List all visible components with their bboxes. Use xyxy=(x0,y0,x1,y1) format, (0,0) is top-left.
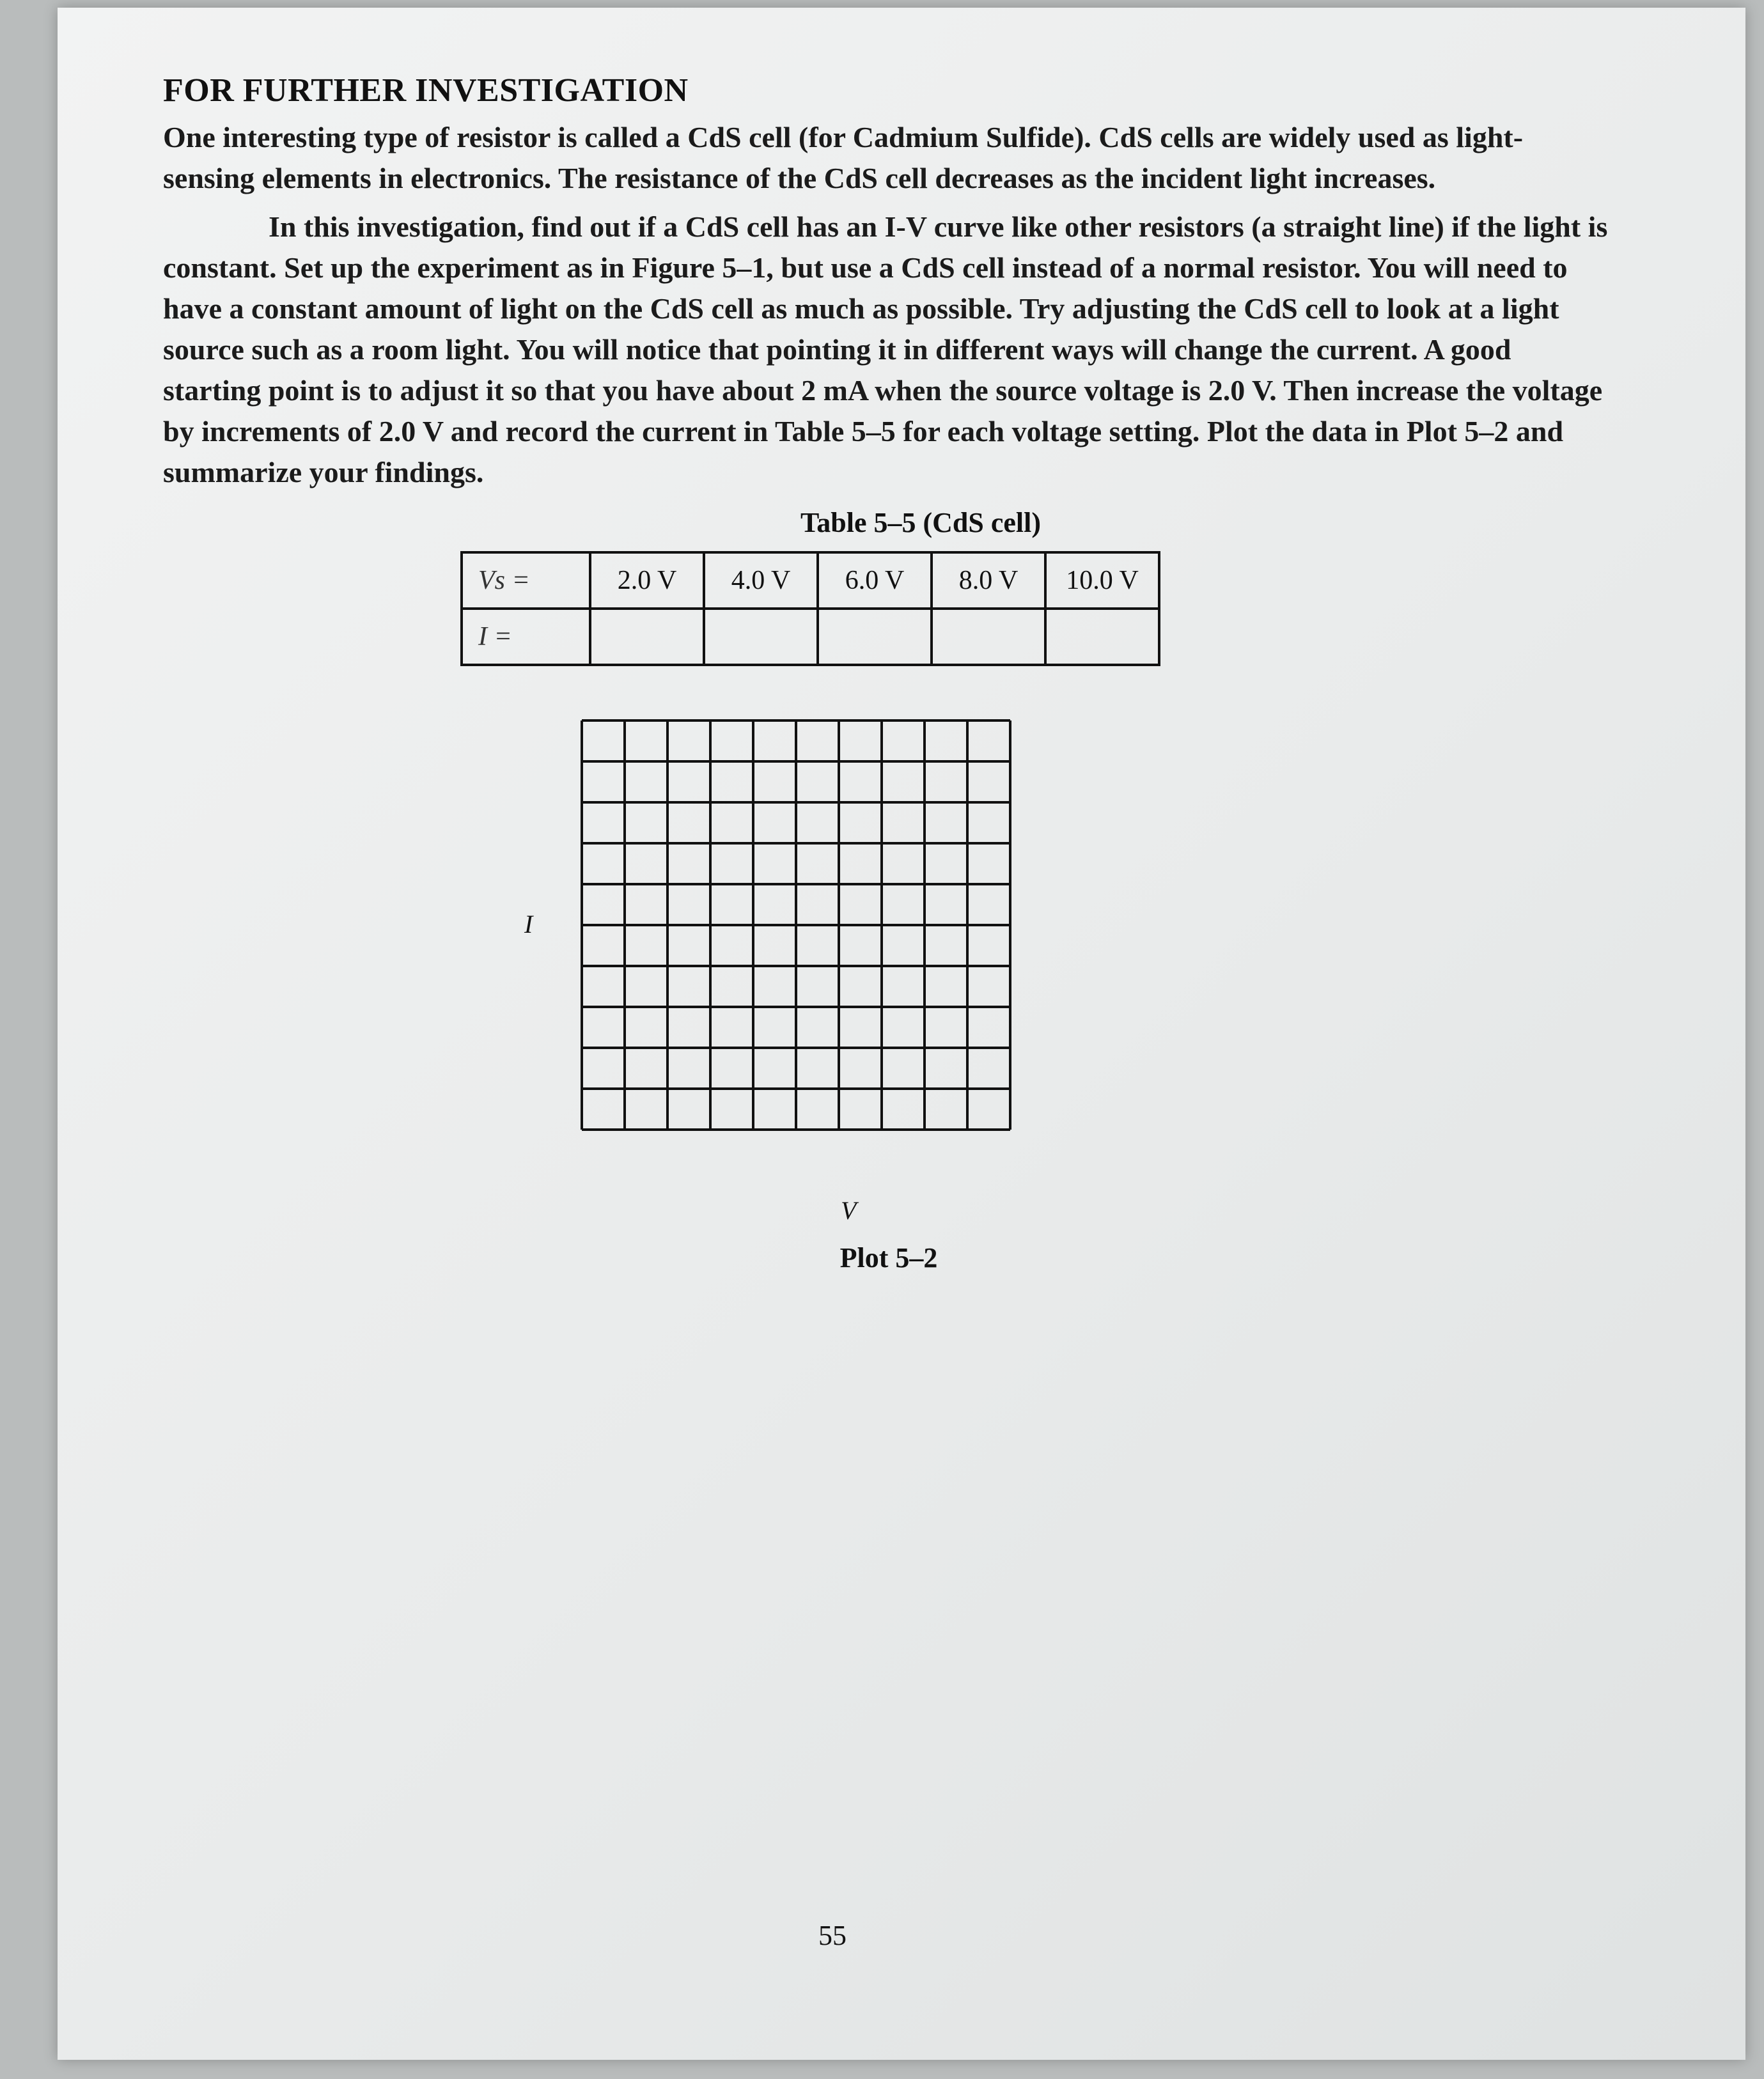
current-row xyxy=(462,609,1159,665)
voltage-cell: 4.0 V xyxy=(704,552,818,609)
intro-paragraph: One interesting type of resistor is called a CdS cell (for Cadmium Sulfide). CdS cells are widely used as light-sensing elements in electronics. The resistance of the CdS cell decreases as the incident light increases. xyxy=(163,121,1524,194)
voltage-cell: 8.0 V xyxy=(932,552,1045,609)
voltage-row-label: Vs = xyxy=(462,552,590,609)
instructions-paragraph: In this investigation, find out if a CdS cell has an I-V curve like other resistors (a straight line) if the light is constant. Set up the experiment as in Figure 5–1, but use a CdS cell instead of a normal resistor. You will need to have a constant amount of light on the CdS cell as much as possible. Try adjusting the CdS cell to look at a light source such as a room light. You will notice that pointing it in different ways will change the current. A good starting point is to adjust it so that you have about 2 mA when the source voltage is 2.0 V. Then increase the voltage by increments of 2.0 V and record the current in Table 5–5 for each voltage setting. Plot the data in Plot 5–2 and summarize your findings. xyxy=(163,210,1608,488)
cds-data-table xyxy=(460,551,1160,666)
current-cell xyxy=(932,609,1045,665)
section-heading: FOR FURTHER INVESTIGATION xyxy=(163,72,689,109)
plot-x-axis-label: V xyxy=(841,1196,857,1225)
current-row-label: I = xyxy=(462,609,590,665)
voltage-cell: 2.0 V xyxy=(590,552,704,609)
voltage-cell: 6.0 V xyxy=(818,552,932,609)
page-number: 55 xyxy=(818,1920,847,1951)
voltage-cell: 10.0 V xyxy=(1045,552,1159,609)
document-content xyxy=(163,72,1608,499)
plot-grid-container xyxy=(579,717,1013,1133)
current-cell xyxy=(590,609,704,665)
page-sheet xyxy=(58,8,1745,2060)
current-cell xyxy=(818,609,932,665)
current-cell xyxy=(704,609,818,665)
current-cell xyxy=(1045,609,1159,665)
voltage-row xyxy=(462,552,1159,609)
plot-caption: Plot 5–2 xyxy=(839,1242,938,1273)
table-title: Table 5–5 (CdS cell) xyxy=(800,507,1042,538)
plot-grid xyxy=(579,717,1013,1133)
plot-y-axis-label: I xyxy=(524,910,533,938)
